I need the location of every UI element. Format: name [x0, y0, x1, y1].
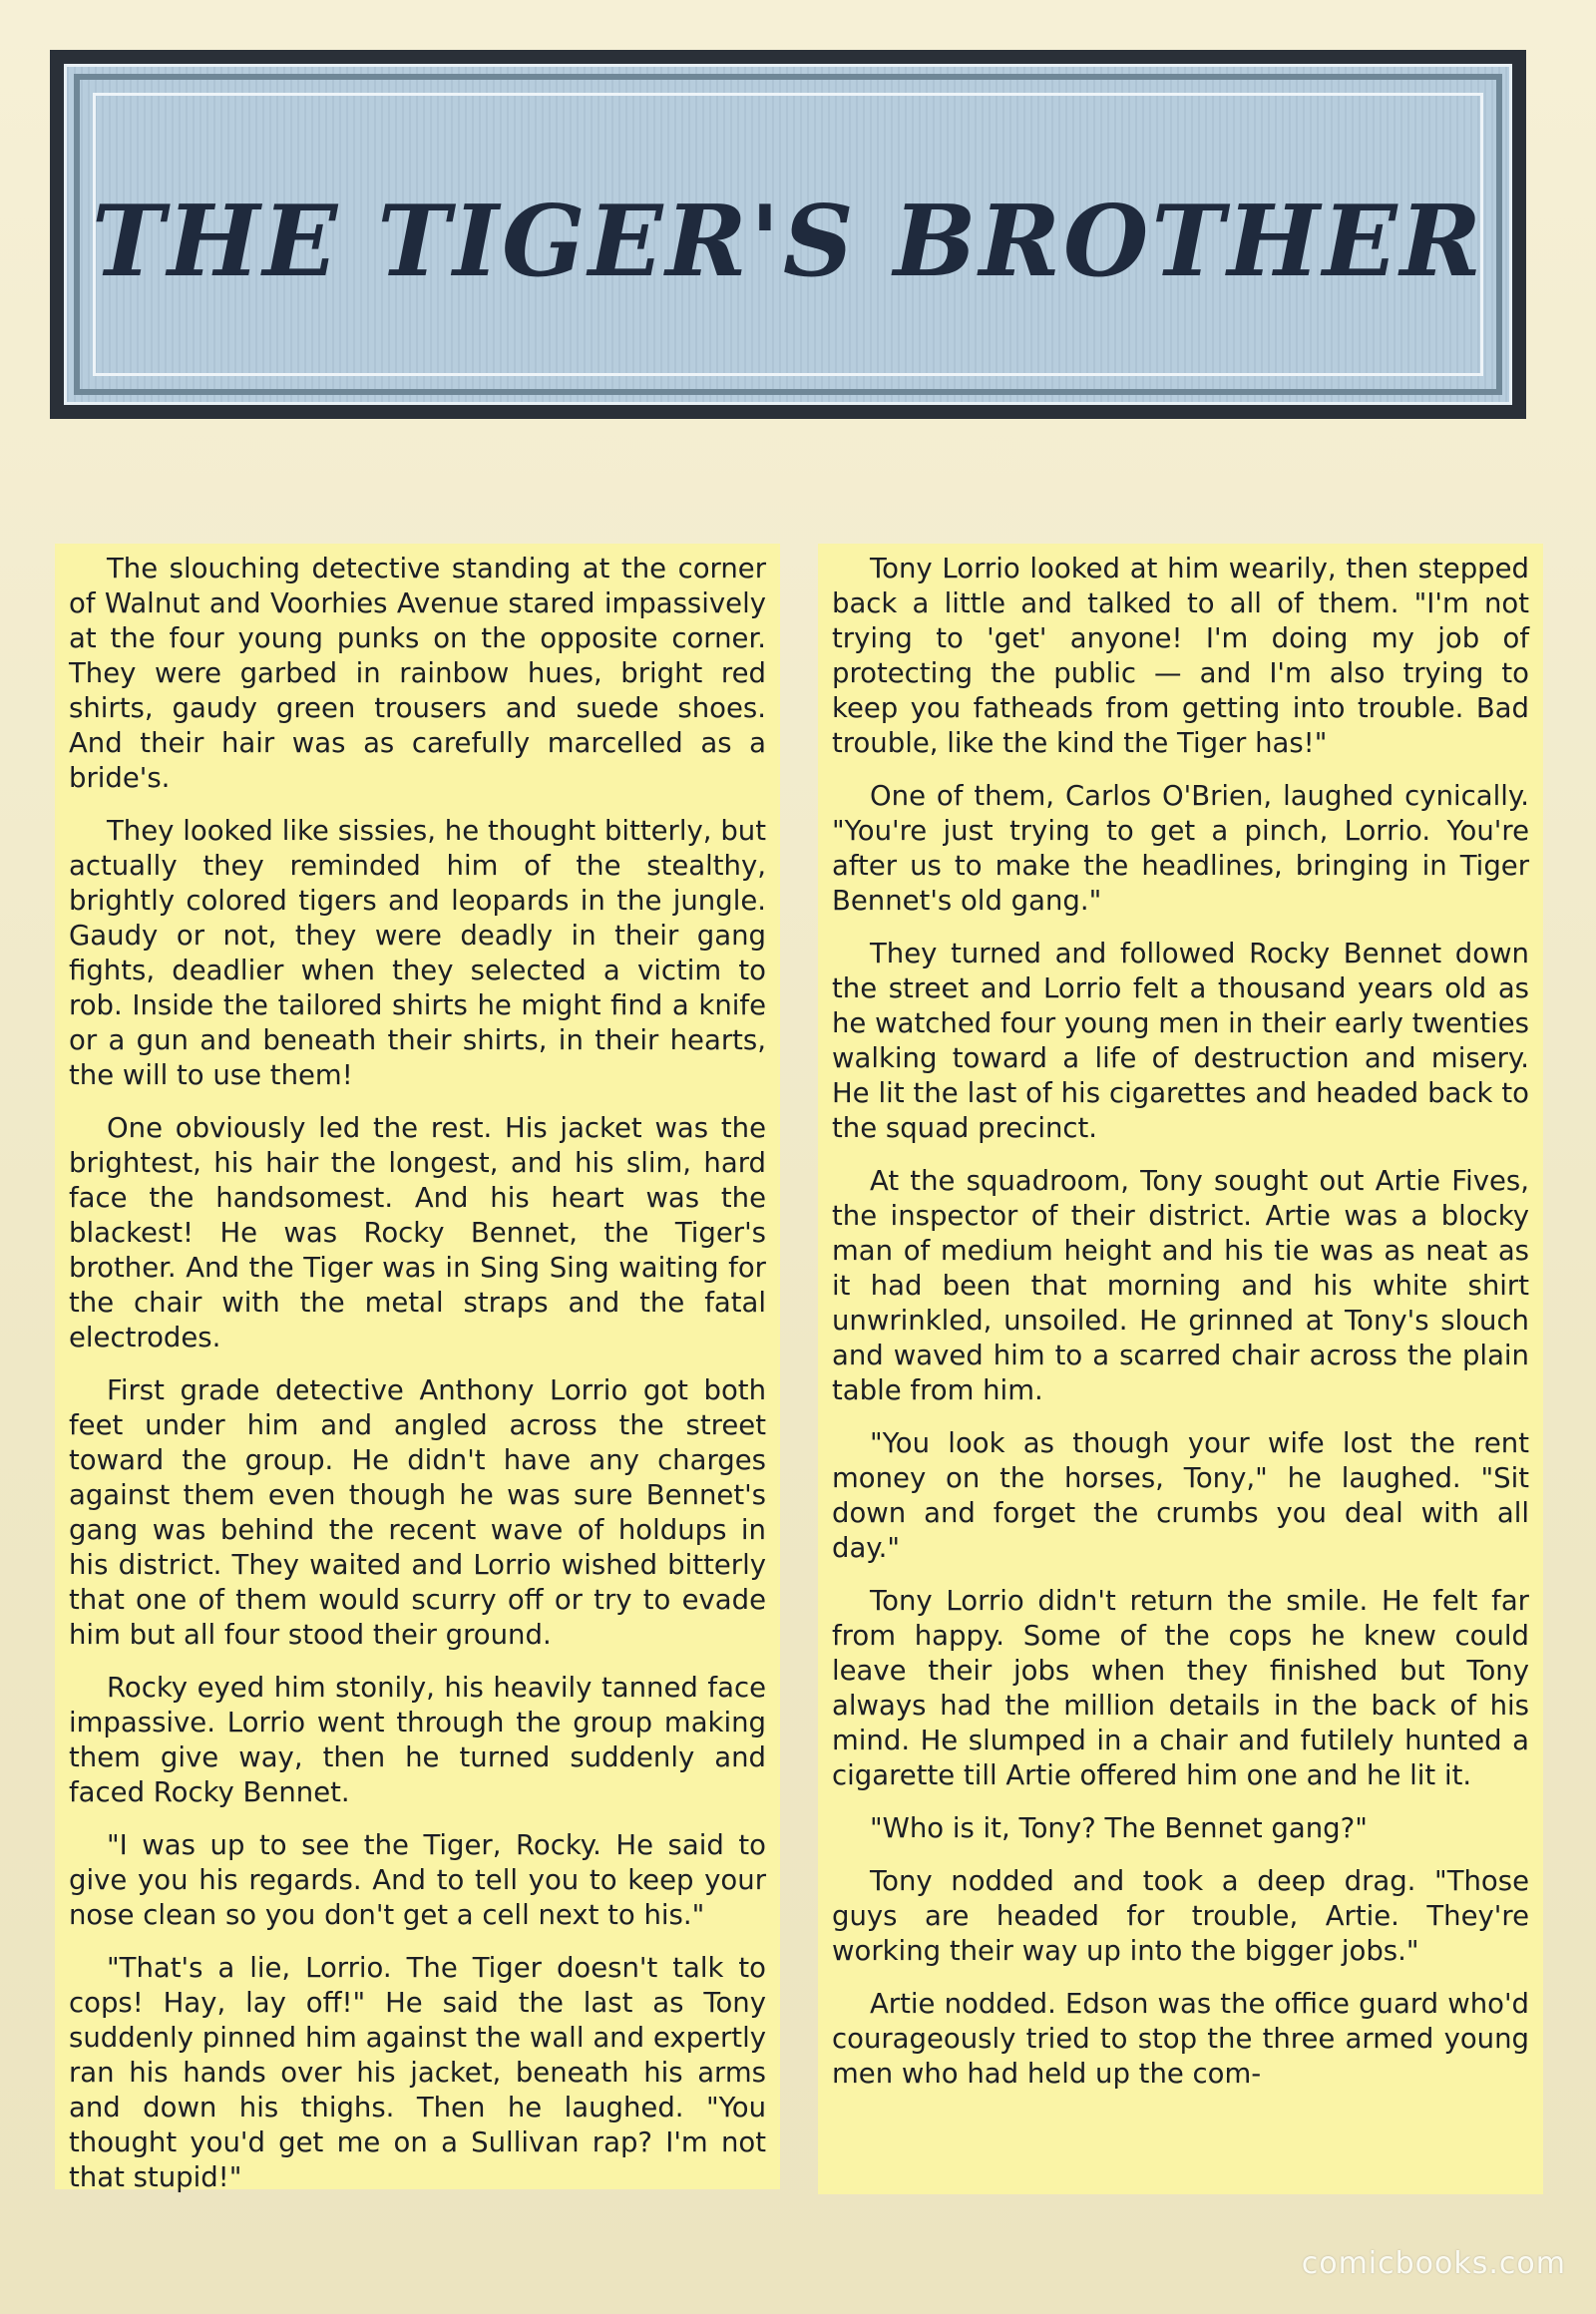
- paragraph: Tony nodded and took a deep drag. "Those guys are headed for trouble, Artie. They're working their way up into the bigger jobs.": [832, 1865, 1529, 1967]
- paragraph: "That's a lie, Lorrio. The Tiger doesn't talk to cops! Hay, lay off!" He said the last as Tony suddenly pinned him against the wall and expertly ran his hands over his jacket, beneath his arms and down his thighs. Then he laughed. "You thought you'd get me on a Sullivan rap? I'm not that stupid!": [69, 1952, 766, 2193]
- left-text-column: [55, 544, 780, 2193]
- paragraph: "I was up to see the Tiger, Rocky. He said to give you his regards. And to tell you to keep your nose clean so you don't get a cell next to his.": [69, 1829, 766, 1931]
- paragraph: Tony Lorrio looked at him wearily, then stepped back a little and talked to all of them. "I'm not trying to 'get' anyone! I'm doing my job of protecting the public — and I'm also trying to keep you fatheads from getting into trouble. Bad trouble, like the kind the Tiger has!": [832, 553, 1529, 759]
- right-text-column: [818, 544, 1543, 2194]
- paragraph: One of them, Carlos O'Brien, laughed cynically. "You're just trying to get a pinch, Lorrio. You're after us to make the headlines, bringing in Tiger Bennet's old gang.": [832, 780, 1529, 917]
- paragraph: One obviously led the rest. His jacket was the brightest, his hair the longest, and his slim, hard face the handsomest. And his heart was the blackest! He was Rocky Bennet, the Tiger's brother. And the Tiger was in Sing Sing waiting for the chair with the metal straps and the fatal electrodes.: [69, 1112, 766, 1353]
- paragraph: Artie nodded. Edson was the office guard who'd courageously tried to stop the three armed young men who had held up the com-: [832, 1988, 1529, 2090]
- paragraph: "Who is it, Tony? The Bennet gang?": [870, 1812, 1368, 1844]
- paragraph: "You look as though your wife lost the rent money on the horses, Tony," he laughed. "Sit down and forget the crumbs you deal with all day.": [832, 1427, 1529, 1564]
- title-banner: [50, 50, 1526, 419]
- paragraph: They looked like sissies, he thought bitterly, but actually they reminded him of the stealthy, brightly colored tigers and leopards in the jungle. Gaudy or not, they were deadly in their gang fights, deadlier when they selected a victim to rob. Inside the tailored shirts he might find a knife or a gun and beneath their shirts, in their hearts, the will to use them!: [69, 815, 766, 1091]
- paragraph: The slouching detective standing at the corner of Walnut and Voorhies Avenue stared impassively at the four young punks on the opposite corner. They were garbed in rainbow hues, bright red shirts, gaudy green trousers and suede shoes. And their hair was as carefully marcelled as a bride's.: [69, 553, 766, 794]
- paragraph: They turned and followed Rocky Bennet down the street and Lorrio felt a thousand years old as he watched four young men in their early twenties walking toward a life of destruction and misery. He lit the last of his cigarettes and headed back to the squad precinct.: [832, 938, 1529, 1144]
- paragraph: Tony Lorrio didn't return the smile. He felt far from happy. Some of the cops he knew could leave their jobs when they finished but Tony always had the million details in the back of his mind. He slumped in a chair and futilely hunted a cigarette till Artie offered him one and he lit it.: [832, 1585, 1529, 1791]
- site-watermark: comicbooks.com: [1301, 2246, 1566, 2281]
- paragraph: At the squadroom, Tony sought out Artie Fives, the inspector of their district. Artie was a blocky man of medium height and his tie was as neat as it had been that morning and his white shirt unwrinkled, unsoiled. He grinned at Tony's slouch and waved him to a scarred chair across the plain table from him.: [832, 1165, 1529, 1406]
- story-title: THE TIGER'S BROTHER: [91, 185, 1485, 299]
- paragraph: Rocky eyed him stonily, his heavily tanned face impassive. Lorrio went through the group making them give way, then he turned suddenly and faced Rocky Bennet.: [69, 1672, 766, 1808]
- title-banner-panel: [64, 64, 1512, 405]
- paragraph: First grade detective Anthony Lorrio got both feet under him and angled across the street toward the group. He didn't have any charges against them even though he was sure Bennet's gang was behind the recent wave of holdups in his district. They waited and Lorrio wished bitterly that one of them would scurry off or try to evade him but all four stood their ground.: [69, 1374, 766, 1651]
